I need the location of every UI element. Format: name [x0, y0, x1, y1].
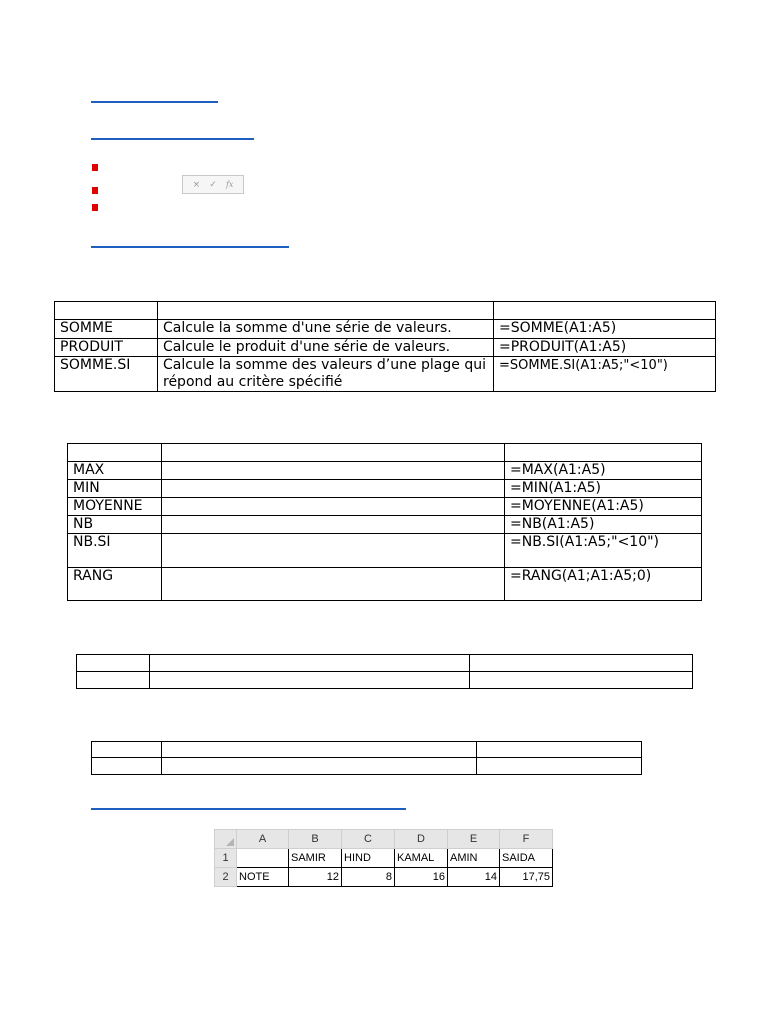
function-example: =MIN(A1:A5) [505, 480, 702, 498]
table-row [77, 655, 693, 672]
cell[interactable]: KAMAL [395, 849, 448, 868]
column-header[interactable]: A [237, 830, 289, 849]
table-cell [77, 672, 150, 689]
cell[interactable] [237, 849, 289, 868]
table-row [68, 462, 702, 480]
function-name: NB [68, 516, 162, 534]
function-name: SOMME [55, 320, 158, 339]
table-cell [477, 758, 642, 775]
column-header[interactable]: E [448, 830, 500, 849]
table-cell [92, 758, 162, 775]
table-row [55, 357, 716, 392]
cell[interactable]: NOTE [237, 868, 289, 887]
cell[interactable]: SAIDA [500, 849, 553, 868]
table-row [68, 516, 702, 534]
header-cell [162, 444, 505, 462]
function-description [162, 498, 505, 516]
function-name: MOYENNE [68, 498, 162, 516]
table-cell [150, 672, 470, 689]
spreadsheet-row [215, 868, 553, 887]
function-name: MAX [68, 462, 162, 480]
function-name: SOMME.SI [55, 357, 158, 392]
function-description [162, 480, 505, 498]
column-header[interactable]: D [395, 830, 448, 849]
functions-table-2 [67, 443, 702, 601]
function-description: Calcule le produit d'une série de valeurs. [158, 339, 494, 357]
spreadsheet-row [215, 849, 553, 868]
function-description: Calcule la somme des valeurs d’une plage qui répond au critère spécifié [158, 357, 494, 392]
function-example: =MOYENNE(A1:A5) [505, 498, 702, 516]
function-example: =RANG(A1;A1:A5;0) [505, 568, 702, 601]
header-cell [494, 302, 716, 320]
function-name: PRODUIT [55, 339, 158, 357]
cell[interactable]: 17,75 [500, 868, 553, 887]
function-example: =MAX(A1:A5) [505, 462, 702, 480]
cell[interactable]: SAMIR [289, 849, 342, 868]
heading-link-3[interactable] [91, 246, 289, 248]
functions-table-1 [54, 301, 716, 392]
table-row [68, 568, 702, 601]
function-example: =NB(A1:A5) [505, 516, 702, 534]
table-row [92, 742, 642, 758]
table-row [68, 534, 702, 568]
table-cell [162, 758, 477, 775]
table-header-row [68, 444, 702, 462]
cell[interactable]: 8 [342, 868, 395, 887]
column-header[interactable]: F [500, 830, 553, 849]
heading-link-2[interactable] [91, 138, 254, 140]
function-name: NB.SI [68, 534, 162, 568]
header-cell [68, 444, 162, 462]
empty-table-3 [76, 654, 693, 689]
column-header[interactable]: B [289, 830, 342, 849]
column-header-row [215, 830, 553, 849]
table-cell [92, 742, 162, 758]
select-all-corner[interactable] [215, 830, 237, 849]
table-row [77, 672, 693, 689]
bullet-3-icon [92, 204, 98, 211]
table-cell [477, 742, 642, 758]
empty-table-4 [91, 741, 642, 775]
function-name: MIN [68, 480, 162, 498]
function-description [162, 568, 505, 601]
cancel-icon: × [192, 179, 201, 190]
cell[interactable]: AMIN [448, 849, 500, 868]
row-header[interactable]: 2 [215, 868, 237, 887]
function-description: Calcule la somme d'une série de valeurs. [158, 320, 494, 339]
function-example: =PRODUIT(A1:A5) [494, 339, 716, 357]
function-description [162, 516, 505, 534]
header-cell [55, 302, 158, 320]
table-cell [470, 672, 693, 689]
table-cell [162, 742, 477, 758]
heading-link-4[interactable] [91, 808, 406, 810]
table-row [92, 758, 642, 775]
table-row [55, 339, 716, 357]
check-icon: ✓ [209, 179, 217, 190]
function-name: RANG [68, 568, 162, 601]
formula-bar-buttons [182, 175, 244, 194]
fx-icon: fx [225, 180, 234, 189]
table-cell [77, 655, 150, 672]
row-header[interactable]: 1 [215, 849, 237, 868]
column-header[interactable]: C [342, 830, 395, 849]
table-row [68, 480, 702, 498]
table-row [55, 320, 716, 339]
cell[interactable]: HIND [342, 849, 395, 868]
header-cell [505, 444, 702, 462]
function-description [162, 462, 505, 480]
cell[interactable]: 12 [289, 868, 342, 887]
table-header-row [55, 302, 716, 320]
function-example: =NB.SI(A1:A5;"<10") [505, 534, 702, 568]
table-cell [150, 655, 470, 672]
cell[interactable]: 16 [395, 868, 448, 887]
function-description [162, 534, 505, 568]
function-example: =SOMME.SI(A1:A5;"<10") [494, 357, 716, 392]
heading-link-1[interactable] [91, 101, 218, 103]
table-cell [470, 655, 693, 672]
function-example: =SOMME(A1:A5) [494, 320, 716, 339]
bullet-2-icon [92, 187, 98, 194]
bullet-1-icon [92, 164, 98, 171]
spreadsheet-grid [214, 829, 553, 887]
header-cell [158, 302, 494, 320]
cell[interactable]: 14 [448, 868, 500, 887]
table-row [68, 498, 702, 516]
